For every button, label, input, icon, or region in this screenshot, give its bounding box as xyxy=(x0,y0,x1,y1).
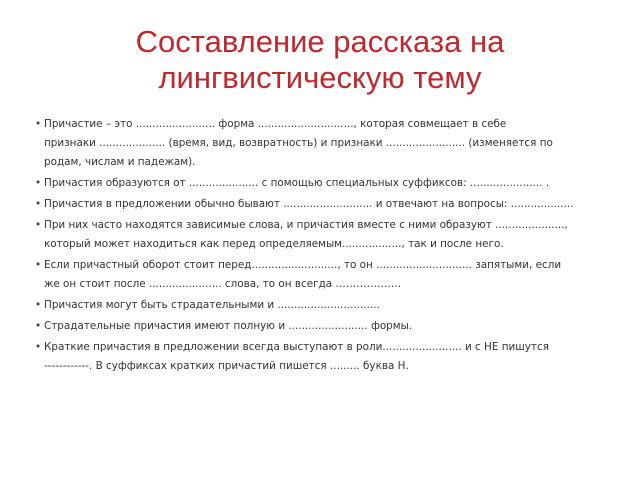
list-item xyxy=(33,195,595,214)
list-item xyxy=(33,115,595,172)
bullet-icon: • xyxy=(35,118,42,130)
list-item-text-line: Причастие – это ........................ форма ............................., которая совмещает в себе xyxy=(44,118,507,130)
list-item-text-line: Причастия в предложении обычно бывают ........................... и отвечают на вопросы: ................... xyxy=(44,198,574,210)
bullet-icon: • xyxy=(35,320,42,332)
bullet-icon: • xyxy=(35,219,42,231)
list-item-text-line: который может находиться как перед определяемым.................., так и после него. xyxy=(44,238,504,250)
list-item-text-line: Если причастный оборот стоит перед.........................., то он ............................. запятыми, если xyxy=(44,259,562,271)
bullet-icon: • xyxy=(35,198,42,210)
bullet-icon: • xyxy=(35,259,42,271)
list-item-text-line: Страдательные причастия имеют полную и ........................ формы. xyxy=(44,320,413,332)
slide-title-line-2: лингвистическую тему xyxy=(158,60,482,95)
list-item xyxy=(33,317,595,336)
bullet-list xyxy=(33,115,595,378)
list-item-text-line: родам, числам и падежам). xyxy=(44,156,196,168)
slide-title-line-1: Составление рассказа на xyxy=(135,24,505,59)
slide-title xyxy=(40,24,600,96)
list-item-text-line: Краткие причастия в предложении всегда выступают в роли........................ и с НЕ пишутся xyxy=(44,341,549,353)
bullet-icon: • xyxy=(35,299,42,311)
bullet-icon: • xyxy=(35,341,42,353)
list-item-text-line: При них часто находятся зависимые слова, и причастия вместе с ними образуют ....................., xyxy=(44,219,568,231)
list-item xyxy=(33,216,595,254)
list-item xyxy=(33,296,595,315)
list-item-text-line: признаки .................... (время, вид, возвратность) и признаки ........................ (изменяется по xyxy=(44,137,553,149)
list-item xyxy=(33,338,595,376)
list-item-text-line: Причастия образуются от ..................... с помощью специальных суффиксов: ...................... . xyxy=(44,177,550,189)
list-item xyxy=(33,174,595,193)
list-item xyxy=(33,256,595,294)
list-item-text-line: Причастия могут быть страдательными и ............................... xyxy=(44,299,380,311)
list-item-text-line: ------------. В суффиксах кратких причастий пишется ......... буква Н. xyxy=(44,360,409,372)
bullet-icon: • xyxy=(35,177,42,189)
list-item-text-line: же он стоит после ...................... слова, то он всегда ………………. xyxy=(44,278,402,290)
